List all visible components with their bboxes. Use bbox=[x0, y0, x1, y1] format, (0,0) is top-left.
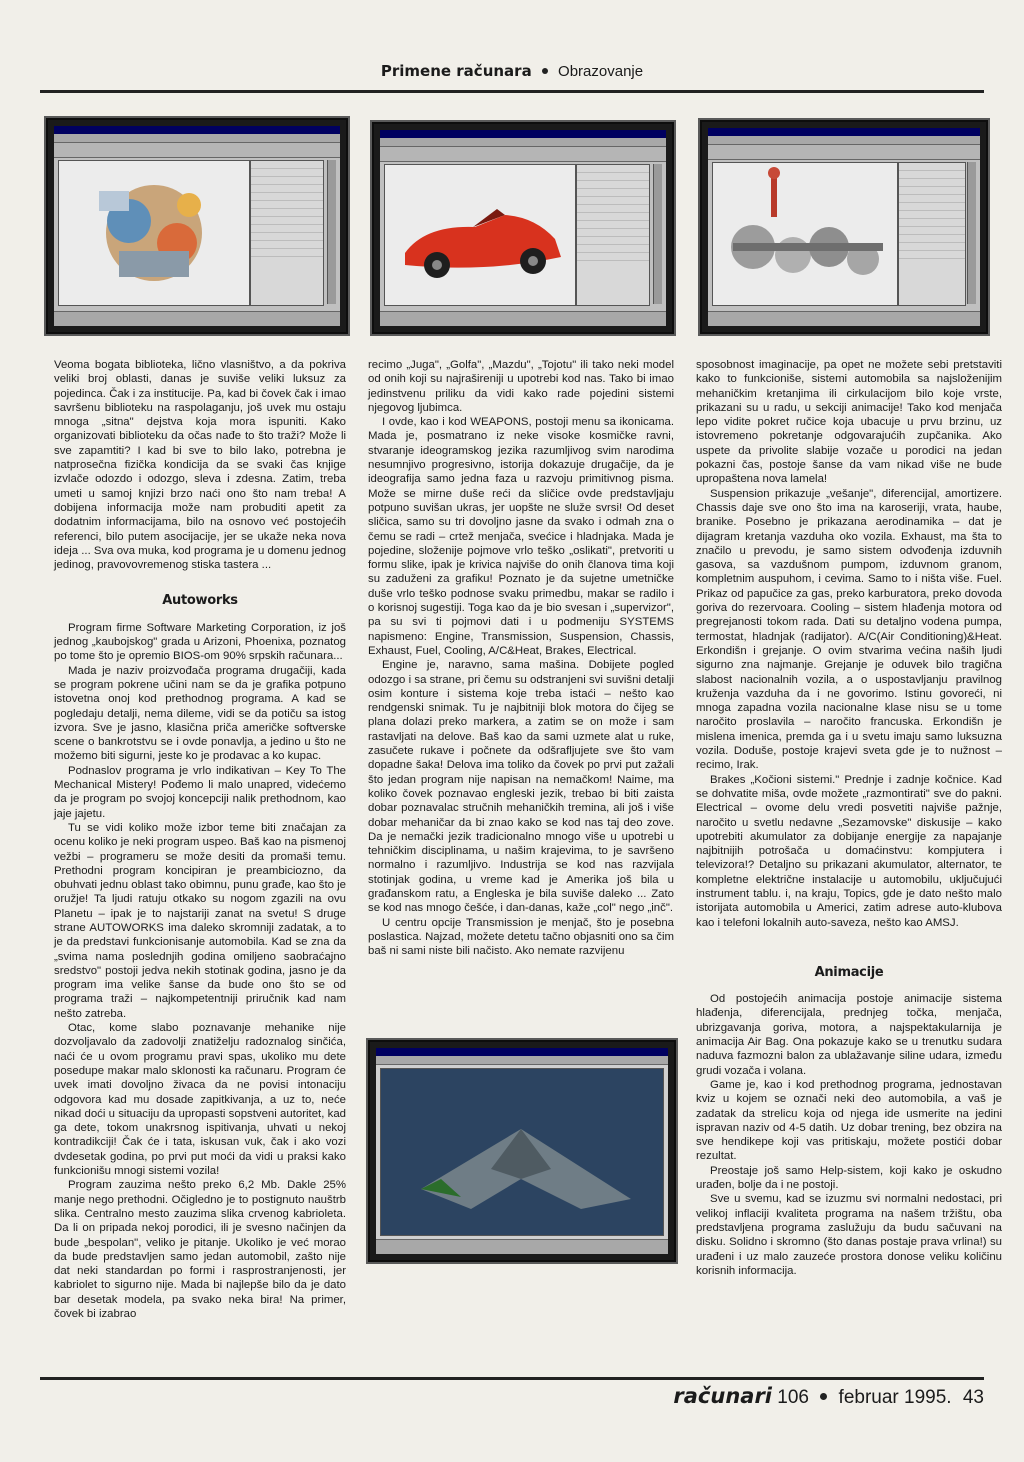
car-illustration bbox=[384, 164, 576, 306]
paragraph: Od postojećih animacija postoje animacije sistema hlađenja, diferencijala, prednjeg točka, menjača, ubrizgavanja goriva, motora, a najspektakularnija je animacija Air Bag. Ona pokazuje kako se u trenutku sudara naduva fazmozni balon za ublažavanje siline udara, između grudi vozača i volana. bbox=[696, 993, 1002, 1077]
paragraph: Podnaslov programa je vrlo indikativan – Key To The Mechanical Mistery! Pođemo li malo unapred, videćemo da je program po svojoj koncepciji nalik prethodnom, kao jaje jajetu. bbox=[54, 764, 346, 820]
window-menubar bbox=[54, 134, 340, 143]
paragraph: Program firme Software Marketing Corporation, iz još jednog „kaubojskog" grada u Arizoni, Phoenixa, poznatog po tome što je opremio BIOS-om 90% srpskih računara... bbox=[54, 621, 346, 663]
paragraph: recimo „Juga", „Golfa", „Mazdu", „Tojotu" ili tako neki model od onih koji su najrašireniji u upotrebi kod nas. Tako bi imao jedinstvenu priliku da vidi kako rade pojedini sistemi njegovog ljubimca. bbox=[368, 359, 674, 414]
transmission-illustration bbox=[712, 162, 898, 306]
subheading-autoworks: Autoworks bbox=[162, 593, 238, 609]
bomber-illustration bbox=[380, 1068, 664, 1236]
screenshot-engine bbox=[46, 118, 348, 334]
parts-list bbox=[576, 164, 650, 306]
paragraph: Tu se vidi koliko može izbor teme biti značajan za ocenu koliko je neki program uspeo. Baš kao na pismenoj vežbi – programeru se može desiti da promaši temu. Prethodni program koncipiran je preambiciozno, da obuhvati jednu oblast tako obimnu, punu građe, kao što je oružje! Ta ljudi ratuju otkako su nogom zgazili na ovu Planetu – ipak je to najstariji zanat na svetu! S druge strane AUTOWORKS ima daleko skromniji zadatak, a to je da predstavi funkcionisanje automobila. Kad se zna da „svima nama poslednjih godina omiljeno saobraćajno sredstvo" postoji jedva nekih stotinak godina, jasno je da program ima velike šanse da bude ono što se od programa traži – najkompetentniji priručnik kad nam nešto zatreba. bbox=[54, 821, 346, 1020]
section-title: Primene računara bbox=[380, 62, 532, 80]
bullet-dot bbox=[542, 68, 548, 74]
window-toolbar bbox=[54, 143, 340, 158]
column-2 bbox=[368, 358, 674, 958]
column-3 bbox=[696, 358, 1002, 1278]
paragraph: Program zauzima nešto preko 6,2 Mb. Dakle 25% manje nego prethodni. Očigledno je to postignuto nauštrb slika. Centralno mesto zauzima slika crvenog kabrioleta. Da li on pripada nekoj porodici, ili je svesno načinjen da bude „bespolan", veliko je pitanje. Ukoliko je već morao da bude predstavljen samo jedan automobil, zašto nije dat neki standardan po formi i rasprostranjenosti, jer kabriolet to sigurno nije. Mada bi najlepše bilo da je dato bar desetak modela, pa svako neka bira! Na primer, čovek bi izabrao bbox=[54, 1179, 346, 1320]
page-footer bbox=[650, 1383, 984, 1413]
parts-list bbox=[250, 160, 324, 306]
window-menubar bbox=[380, 138, 666, 147]
page-header bbox=[40, 62, 984, 92]
screenshot-stealth-bomber bbox=[368, 1040, 676, 1262]
engine-graphic bbox=[59, 161, 249, 305]
transmission-graphic bbox=[713, 163, 897, 305]
window-statusbar bbox=[376, 1239, 668, 1254]
paragraph: Suspension prikazuje „vešanje", diferencijal, amortizere. Chassis daje sve ono što ima na karoseriji, vrata, haube, branike. Posebno je prikazana aerodinamika – dat je dijagram kretanja vazduha oko vozila. Exhaust, ma šta to značilo u prevodu, je samo sistem odvođenja izduvnih gasova, sa vazdušnom pumpom, izduvnom granom, kompletnim auspuhom, i cevima. Samo to i ništa više. Fuel. Prikaz od papučice za gas, preko karburatora, preko dovoda goriva do rezervoara. Cooling – sistem hlađenja motora od pregrejanosti tokom rada. Dati su detaljno vodena pumpa, termostat, hladnjak (radijator). A/C(Air Conditioning)&Heat. Erkondišn i grejanje. O ovim stvarima većina naših ljudi sigurno zna najmanje. Grejanje je oduvek bilo tragična slabost nacionalnih vozila, a o uspostavljanju pravilnog kruženja vazduha da i ne govorimo. Istinu govoreći, ni mnoga zapadna vozila nacionalne klase nisu se u tome naročito proslavila – naročito francuska. Erkondišn je mislena imenica, premda ga i u svetu imaju samo luksuzna vozila. Doduše, postoje krajevi sveta gde je to nužnost – recimo, Irak. bbox=[696, 487, 1002, 772]
magazine-name: računari bbox=[673, 1384, 772, 1408]
paragraph: Otac, kome slabo poznavanje mehanike nije dozvoljavalo da zadovolji znatiželju radoznalog sinčića, naći će u ovom programu pravi spas, ukoliko mu dete posedupe makar malo sklonosti ka računaru. Program će uvek imati dovoljno živaca da ne povisi intonaciju odgovora kad mu dosade zapitkivanja, a uz to, neće nikad doći u situaciju da upropasti sopstveni autoritet, kad ga dete, tokom unakrsnog ispitivanja, uhvati u nekoj kontradikciji! Čak će i tata, iskusan vuk, čak i ako vozi dvdesetak godina, po prvi put moći da vidi u praksi kako funkcionišu mnogi sistemi vozila! bbox=[54, 1022, 346, 1178]
scrollbar bbox=[327, 160, 336, 304]
page-number: 43 bbox=[962, 1387, 984, 1408]
paragraph: U centru opcije Transmission je menjač, što je posebna poslastica. Najzad, možete detetu tačno objasniti ono sa čim baš ni sami niste bili načisto. Ako nemate razvijenu bbox=[368, 916, 674, 958]
screen-bezel bbox=[708, 128, 980, 326]
paragraph: sposobnost imaginacije, pa opet ne možete sebi pretstaviti kako to funkcioniše, sistemi automobila sa najsloženijim mehaničkim kretanjima ili cirkulacijom bilo koje vrste, prikazani su u radu, u sekciji animacije! Tako kod menjača lepo vidite pokret ručice koja ubacuje u prvu brzinu, uz istovremeno pokretanje odgovarajućih zupčanika. Ako uspete da privolite slabije vozače u porodici na jedan pokazni čas, postoje šanse da vam nikad više ne bude upropaštena nova lamela! bbox=[696, 359, 1002, 486]
paragraph: Game je, kao i kod prethodnog programa, jednostavan kviz u kojem se označi neki deo automobila, a vaš je zadatak da strelicu koja od njega ide usmerite na jedini ispravan naziv od 4-5 datih. Uz dobar trening, bez obzira na sve hendikepe koji vas pritiskaju, možete postići dobar rezultat. bbox=[696, 1078, 1002, 1163]
bullet-dot bbox=[820, 1393, 827, 1400]
paragraph: I ovde, kao i kod WEAPONS, postoji menu sa ikonicama. Mada je, posmatrano iz neke visoke kosmičke ravni, stvaranje ideogramskog jezika razumljivog svim narodima nesumnjivo progresivno, istorija dokazuje drugačije, da je ideografija samo jedna faza u razvoju primitivnog pisma. Može se mirne duše reći da sličice ovde predstavljaju potpuno suvišan ukras, jer uopšte ne služe svrsi! Od deset sličica, samo su tri dovoljno jasne da svako i odmah zna o čemu se radi – crtež menjača, svećice i hladnjaka. Mada je pojedine, složenije pojmove vrlo teško „oslikati", pretvoriti u formu slike, ipak je krivica najviše do onih članova tima koji su zaduženi za grafiku! Poznato je da sujetne umetničke duše vrlo teško podnose svaku primedbu, makar se radilo i o korisnoj sugestiji. Toga kao da je bio svesan i „supervizor", pa su svi ti pojmovi dati i u podmeniju SYSTEMS napismeno: Engine, Transmission, Suspension, Chassis, Exhaust, Fuel, Cooling, A/C&Heat, Brakes, Electrical. bbox=[368, 416, 674, 657]
screenshot-car bbox=[372, 122, 674, 334]
window-titlebar bbox=[54, 126, 340, 134]
scrollbar bbox=[653, 164, 662, 304]
window-titlebar bbox=[376, 1048, 668, 1056]
window-menubar bbox=[376, 1056, 668, 1065]
paragraph: Brakes „Kočioni sistemi." Prednje i zadnje kočnice. Kad se dohvatite miša, ovde možete „razmontirati" sve do pakni. Electrical – ovome delu vredi posvetiti najviše pažnje, naročito u svetlu nedavne „Sezamovske" diskusije – kako upotrebiti akumulator za dobijanje energije za napajanje najbitnijih potrošača u domaćinstvu: kompjutera i televizora!? Detaljno su prikazani akumulator, alternator, te kompletne električne instalacije u automobilu, uključujući instrument tablu. i, na kraju, Topics, gde je dato nešto malo istorijata automobila u Americi, zatim adrese auto-klubova kao i telefoni lokalnih auto-saveza, nešto kao AMSJ. bbox=[696, 773, 1002, 929]
car-graphic bbox=[385, 165, 575, 305]
subheading-animacije: Animacije bbox=[814, 964, 884, 980]
issue-number: 106 bbox=[777, 1387, 809, 1408]
issue-date: februar 1995. bbox=[838, 1387, 952, 1408]
header-rule bbox=[40, 90, 984, 93]
window-statusbar bbox=[380, 311, 666, 326]
screen-bezel bbox=[380, 130, 666, 326]
paragraph: Engine je, naravno, sama mašina. Dobijete pogled odozgo i sa strane, pri čemu su odstranjeni svi suvišni detalji osim konture i sistema koje treba istaći – nešto kao rendgenski snimak. Tu je najbitniji blok motora do čijeg se plana dolazi preko markera, a zatim se on može i sam rastavljati na delove. Baš kao da sami uzmete alat u ruke, zasučete rukave i počnete da odšrafljujete sve što vam dopadne šaka! Delova ima toliko da čovek po prvi put zažali što jedan program nije napisan na nemačkom! Naime, ma koliko čovek poznavao engleski jezik, trebao bi biti zaista dobar poznavalac stručnih mehaničkih tremina, ali još i više dobar mehaničar da bi znao kako se kod nas taj deo zove. Da je nemački jezik tradicionalno mnogo više u upotrebi u tehničkim disciplinama, u našim krajevima, to je savršeno normalno i razumljivo. Industrija se kod nas razvijala stotinjak godina, u vreme kad je Amerika još bila u građanskom ratu, a Engleska je bila suviše daleko ... Zato se kod nas mnogo češće, i dan-danas, kaže „col" nego „inč". bbox=[368, 659, 674, 915]
paragraph: Veoma bogata biblioteka, lično vlasništvo, a da pokriva veliki broj oblasti, danas je suviše veliki luksuz za pojedinca. Čak i za institucije. Pa, kad bi čovek čak i imao savršenu biblioteku na raspolaganju, još uvek mu ostaju mnoga „sitna" dejstva koja mora ispuniti. Kako organizovati biblioteku da očas nađe to što traži? Može li sve zapamtiti? I kad bi sve to bilo lako, potrebna je natprosečna fizička kondicija da se svaki čas knjige izvlače odozdo i odozgo, sleva i zdesna. Zatim, treba umeti u samoj knjizi brzo naći ono što nam treba! A dobijena informacija može nam probuditi apetit za dodatnim informacijama, bilo na osnovo već postojećih referenci, bilo putem asocijacije, jer se ukaže neka nova ideja ... Sva ova muka, kod programa je u domenu jednog jedinog, pravovovremenog stiska tastera ... bbox=[54, 359, 346, 572]
window-toolbar bbox=[708, 145, 980, 160]
paragraph: Sve u svemu, kad se izuzmu svi normalni nedostaci, pri velikoj inflaciji kvaliteta programa na našem tržištu, oba predstavljena programa zaslužuju da budu sačuvani na disku. Solidno i skromno (što danas postaje prava vrlina!) su urađeni i uz malo zauzeće prostora donose veliku količinu korisnih informacija. bbox=[696, 1193, 1002, 1277]
window-titlebar bbox=[708, 128, 980, 136]
engine-illustration bbox=[58, 160, 250, 306]
window-statusbar bbox=[54, 311, 340, 326]
paragraph: Preostaje još samo Help-sistem, koji kako je oskudno urađen, bolje da i ne postoji. bbox=[696, 1164, 1002, 1192]
paragraph: Mada je naziv proizvođača programa drugačiji, kada se program pokrene učini nam se da je grafika potpuno istovetna onoj kod prethodnog programa. A kad se pogledaju detalji, nema dileme, vidi se da potiču sa istog izvora. Sve je jasno, klasična priča američke softverske scene o bankrotstvu se i ovde ponavlja, a jedino u što ne možemo biti sigurni, jeste ko je prodavac a ko kupac. bbox=[54, 664, 346, 763]
column-1 bbox=[54, 358, 346, 1321]
screenshot-transmission bbox=[700, 120, 988, 334]
parts-list bbox=[898, 162, 966, 306]
scrollbar bbox=[967, 162, 976, 304]
bomber-graphic bbox=[381, 1069, 663, 1235]
screen-bezel bbox=[54, 126, 340, 326]
window-menubar bbox=[708, 136, 980, 145]
window-statusbar bbox=[708, 311, 980, 326]
window-titlebar bbox=[380, 130, 666, 138]
window-toolbar bbox=[380, 147, 666, 162]
footer-rule bbox=[40, 1377, 984, 1380]
subsection-title: Obrazovanje bbox=[558, 63, 644, 80]
screen-bezel bbox=[376, 1048, 668, 1254]
